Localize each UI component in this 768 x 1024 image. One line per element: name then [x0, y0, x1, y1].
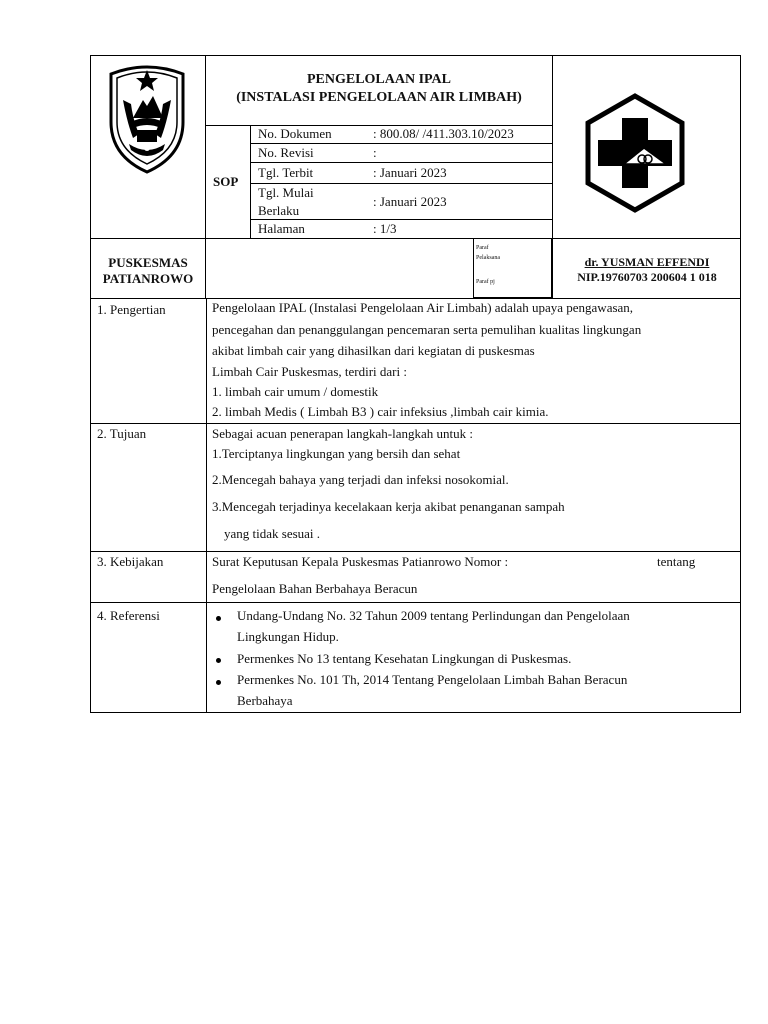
paraf-pelaksana-label-line1: Paraf	[476, 245, 489, 251]
org-name-line2: PATIANROWO	[102, 271, 194, 286]
info-divider	[250, 219, 552, 220]
issue-date-value: : Januari 2023	[373, 165, 447, 180]
revision-value: :	[373, 145, 377, 160]
body-divider	[90, 602, 741, 603]
revision-label: No. Revisi	[258, 145, 314, 160]
referensi-item-line: Permenkes No 13 tentang Kesehatan Lingkungan di Puskesmas.	[237, 651, 572, 666]
referensi-item-line: Lingkungan Hidup.	[237, 629, 339, 644]
info-divider	[250, 125, 251, 238]
signer-name: dr. YUSMAN EFFENDI	[584, 255, 710, 269]
pengertian-text-line: 1. limbah cair umum / domestik	[212, 384, 379, 399]
tujuan-text-line: 3.Mencegah terjadinya kecelakaan kerja akibat penanganan sampah	[212, 499, 565, 514]
kebijakan-text-line1: Surat Keputusan Kepala Puskesmas Patianrowo Nomor :	[212, 554, 509, 569]
referensi-item-line: Permenkes No. 101 Th, 2014 Tentang Pengelolaan Limbah Bahan Beracun	[237, 672, 628, 687]
paraf-pelaksana-label-line2: Pelaksana	[476, 255, 500, 261]
info-divider	[250, 162, 552, 163]
kebijakan-text-line2: Pengelolaan Bahan Berbahaya Beracun	[212, 581, 418, 596]
section-label-referensi: 4. Referensi	[97, 608, 160, 623]
tujuan-text-line: yang tidak sesuai .	[224, 526, 321, 541]
bullet-icon	[216, 680, 221, 685]
issue-date-label: Tgl. Terbit	[258, 165, 314, 180]
puskesmas-cross-logo	[582, 92, 688, 214]
signer-nip: NIP.19760703 200604 1 018	[577, 270, 717, 284]
pengertian-text-line: 2. limbah Medis ( Limbah B3 ) cair infeksius ,limbah cair kimia.	[212, 404, 549, 419]
section-label-pengertian: 1. Pengertian	[97, 302, 166, 317]
tujuan-text-line: Sebagai acuan penerapan langkah-langkah untuk :	[212, 426, 473, 441]
puskesmas-cross-icon	[582, 92, 688, 214]
pengertian-text-line: pencegahan dan penanggulangan pencemaran serta pemulihan kualitas lingkungan	[212, 322, 642, 337]
info-divider	[250, 143, 552, 144]
body-divider	[90, 423, 741, 424]
sop-label: SOP	[213, 174, 239, 189]
document-title-line2: (INSTALASI PENGELOLAAN AIR LIMBAH)	[236, 90, 522, 105]
referensi-item-line: Undang-Undang No. 32 Tahun 2009 tentang Perlindungan dan Pengelolaan	[237, 608, 630, 623]
page-value: : 1/3	[373, 221, 397, 236]
body-divider	[206, 298, 207, 713]
tujuan-text-line: 1.Terciptanya lingkungan yang bersih dan sehat	[212, 446, 461, 461]
pengertian-text-line: akibat limbah cair yang dihasilkan dari kegiatan di puskesmas	[212, 343, 535, 358]
effective-date-label-line2: Berlaku	[258, 203, 300, 218]
section-label-tujuan: 2. Tujuan	[97, 426, 147, 441]
referensi-item-line: Berbahaya	[237, 693, 293, 708]
effective-date-value: : Januari 2023	[373, 194, 447, 209]
bullet-icon	[216, 616, 221, 621]
pengertian-text-line: Limbah Cair Puskesmas, terdiri dari :	[212, 364, 407, 379]
header-divider	[90, 238, 741, 239]
page-label: Halaman	[258, 221, 305, 236]
doc-number-value: : 800.08/ /411.303.10/2023	[373, 126, 514, 141]
pengertian-text-line: Pengelolaan IPAL (Instalasi Pengelolaan Air Limbah) adalah upaya pengawasan,	[212, 300, 634, 315]
regional-emblem-logo	[103, 60, 191, 176]
regional-emblem-icon	[103, 60, 191, 176]
org-name-line1: PUSKESMAS	[108, 255, 188, 270]
tujuan-text-line: 2.Mencegah bahaya yang terjadi dan infeksi nosokomial.	[212, 472, 509, 487]
info-divider	[250, 183, 552, 184]
kebijakan-text-tentang: tentang	[657, 554, 696, 569]
body-divider	[90, 551, 741, 552]
section-label-kebijakan: 3. Kebijakan	[97, 554, 164, 569]
effective-date-label-line1: Tgl. Mulai	[258, 185, 314, 200]
paraf-pj-label: Paraf pj	[476, 279, 495, 285]
document-title-line1: PENGELOLAAN IPAL	[306, 72, 452, 87]
doc-number-label: No. Dokumen	[258, 126, 332, 141]
bullet-icon	[216, 658, 221, 663]
